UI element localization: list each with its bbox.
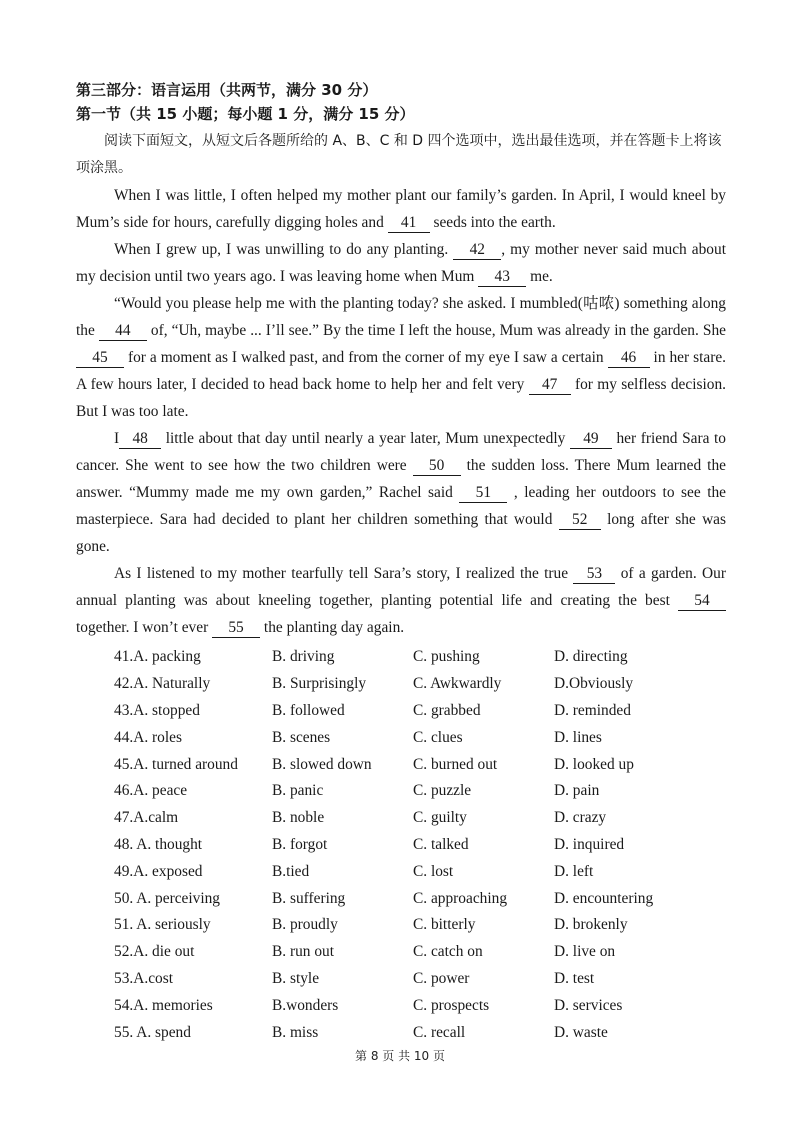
option-a: 48. A. thought — [114, 835, 203, 853]
passage-text: , my mother never said much about my decision until two years ago. I was leaving home when Mum — [76, 241, 726, 285]
option-c: C. bitterly — [413, 916, 476, 934]
blank-49: 49 — [570, 429, 612, 449]
blank-51: 51 — [459, 483, 507, 503]
option-row — [76, 778, 726, 805]
option-row — [76, 939, 726, 966]
option-b: B. style — [272, 969, 320, 987]
option-row — [76, 698, 726, 725]
option-b: B. panic — [272, 782, 324, 800]
option-a: 51. A. seriously — [114, 916, 211, 934]
blank-50: 50 — [413, 456, 461, 476]
option-c: C. Awkwardly — [413, 675, 502, 693]
passage-text: her friend Sara to cancer. She went to see how the two children were — [76, 430, 726, 474]
option-b: B. slowed down — [272, 755, 372, 773]
blank-44: 44 — [99, 321, 147, 341]
option-row — [76, 858, 726, 885]
paragraph-3 — [76, 290, 726, 425]
passage-text: seeds into the earth. — [433, 214, 556, 231]
paragraph-4 — [76, 425, 726, 560]
section-subtitle: 第一节（共 15 小题；每小题 1 分，满分 15 分） — [76, 105, 415, 123]
option-d: D. encountering — [554, 889, 654, 907]
option-d: D. pain — [554, 782, 600, 800]
passage-text: of a garden. Our annual planting was about kneeling together, planting potential life and creating the best — [76, 565, 726, 609]
option-a: 42.A. Naturally — [114, 675, 211, 693]
passage-text: I — [114, 430, 120, 447]
option-c: C. power — [413, 969, 470, 987]
option-a: 47.A.calm — [114, 809, 179, 827]
option-row — [76, 912, 726, 939]
blank-42: 42 — [453, 240, 501, 260]
instruction-text: 阅读下面短文，从短文后各题所给的 A、B、C 和 D 四个选项中，选出最佳选项，并在答题卡上将该项涂黑。 — [76, 133, 722, 176]
option-b: B. followed — [272, 701, 345, 719]
option-d: D. services — [554, 996, 623, 1014]
passage-text: When I grew up, I was unwilling to do any planting. — [114, 241, 449, 258]
option-a: 55. A. spend — [114, 1023, 191, 1041]
option-c: C. prospects — [413, 996, 490, 1014]
option-a: 53.A.cost — [114, 969, 173, 987]
option-d: D. looked up — [554, 755, 634, 773]
option-c: C. burned out — [413, 755, 498, 773]
passage-text: for a moment as I walked past, and from the corner of my eye I saw a certain — [127, 349, 604, 366]
passage-text: the planting day again. — [263, 619, 405, 636]
option-b: B. miss — [272, 1023, 319, 1041]
answer-options — [76, 644, 726, 1046]
blank-46: 46 — [608, 348, 650, 368]
blank-52: 52 — [559, 510, 601, 530]
option-b: B. Surprisingly — [272, 675, 367, 693]
option-c: C. pushing — [413, 648, 480, 666]
option-row — [76, 671, 726, 698]
option-row — [76, 724, 726, 751]
option-row — [76, 992, 726, 1019]
option-c: C. grabbed — [413, 701, 481, 719]
option-a: 49.A. exposed — [114, 862, 203, 880]
paragraph-1 — [76, 182, 726, 236]
section-title: 第三部分：语言运用（共两节，满分 30 分） — [76, 81, 378, 99]
exam-page — [76, 78, 726, 1046]
blank-54: 54 — [678, 591, 726, 611]
option-c: C. guilty — [413, 809, 467, 827]
paragraph-2 — [76, 236, 726, 290]
option-c: C. talked — [413, 835, 469, 853]
option-c: C. recall — [413, 1023, 466, 1041]
option-d: D. reminded — [554, 701, 631, 719]
passage-text: “Would you please help me with the planting today? she asked. I mumbled(咕哝) something along the — [76, 295, 726, 339]
option-d: D. directing — [554, 648, 628, 666]
option-row — [76, 751, 726, 778]
option-c: C. catch on — [413, 943, 483, 961]
blank-53: 53 — [573, 564, 615, 584]
option-b: B.tied — [272, 862, 310, 880]
option-row — [76, 644, 726, 671]
option-b: B.wonders — [272, 996, 339, 1014]
option-row — [76, 832, 726, 859]
option-row — [76, 805, 726, 832]
option-a: 41.A. packing — [114, 648, 201, 666]
option-c: C. lost — [413, 862, 454, 880]
passage-text: the sudden loss. There Mum learned the answer. “Mummy made me my own garden,” Rachel said — [76, 457, 726, 501]
paragraph-5 — [76, 560, 726, 641]
option-c: C. clues — [413, 728, 463, 746]
option-a: 46.A. peace — [114, 782, 188, 800]
option-d: D. live on — [554, 943, 616, 961]
passage-text: long after she was gone. — [76, 511, 727, 555]
passage-text: of, “Uh, maybe ... I’ll see.” By the time I left the house, Mum was already in the garden. She — [150, 322, 726, 339]
option-a: 52.A. die out — [114, 943, 195, 961]
blank-47: 47 — [529, 375, 571, 395]
blank-43: 43 — [478, 267, 526, 287]
option-d: D. brokenly — [554, 916, 628, 934]
page-number: 第 8 页 共 10 页 — [355, 1049, 445, 1063]
option-d: D. waste — [554, 1023, 608, 1041]
option-d: D. test — [554, 969, 595, 987]
cloze-passage — [76, 182, 726, 641]
blank-48: 48 — [119, 429, 161, 449]
option-row — [76, 885, 726, 912]
option-a: 50. A. perceiving — [114, 889, 220, 907]
passage-text: When I was little, I often helped my mother plant our family’s garden. In April, I would kneel by Mum’s side for hours, carefully digging holes and — [76, 187, 726, 231]
option-a: 44.A. roles — [114, 728, 182, 746]
passage-text: in her stare. A few hours later, I decided to head back home to help her and felt very — [76, 349, 727, 393]
option-d: D. lines — [554, 728, 602, 746]
passage-text: , leading her outdoors to see the masterpiece. Sara had decided to plant her children something that would — [76, 484, 726, 528]
option-d: D. inquired — [554, 835, 625, 853]
option-row — [76, 1019, 726, 1046]
passage-text: for my selfless decision. But I was too late. — [76, 376, 726, 420]
option-b: B. noble — [272, 809, 325, 827]
option-d: D. left — [554, 862, 594, 880]
passage-text: together. I won’t ever — [76, 619, 209, 636]
option-b: B. run out — [272, 943, 334, 961]
option-b: B. scenes — [272, 728, 331, 746]
option-d: D. crazy — [554, 809, 607, 827]
blank-45: 45 — [76, 348, 124, 368]
blank-41: 41 — [388, 213, 430, 233]
passage-text: me. — [530, 268, 553, 285]
option-b: B. forgot — [272, 835, 328, 853]
blank-55: 55 — [212, 618, 260, 638]
option-row — [76, 966, 726, 993]
option-b: B. driving — [272, 648, 335, 666]
passage-text: As I listened to my mother tearfully tell Sara’s story, I realized the true — [114, 565, 569, 582]
option-a: 45.A. turned around — [114, 755, 238, 773]
passage-text: little about that day until nearly a year later, Mum unexpectedly — [165, 430, 566, 447]
option-a: 43.A. stopped — [114, 701, 200, 719]
option-c: C. approaching — [413, 889, 508, 907]
option-b: B. proudly — [272, 916, 338, 934]
option-a: 54.A. memories — [114, 996, 213, 1014]
option-b: B. suffering — [272, 889, 346, 907]
option-c: C. puzzle — [413, 782, 472, 800]
option-d: D.Obviously — [554, 675, 634, 693]
